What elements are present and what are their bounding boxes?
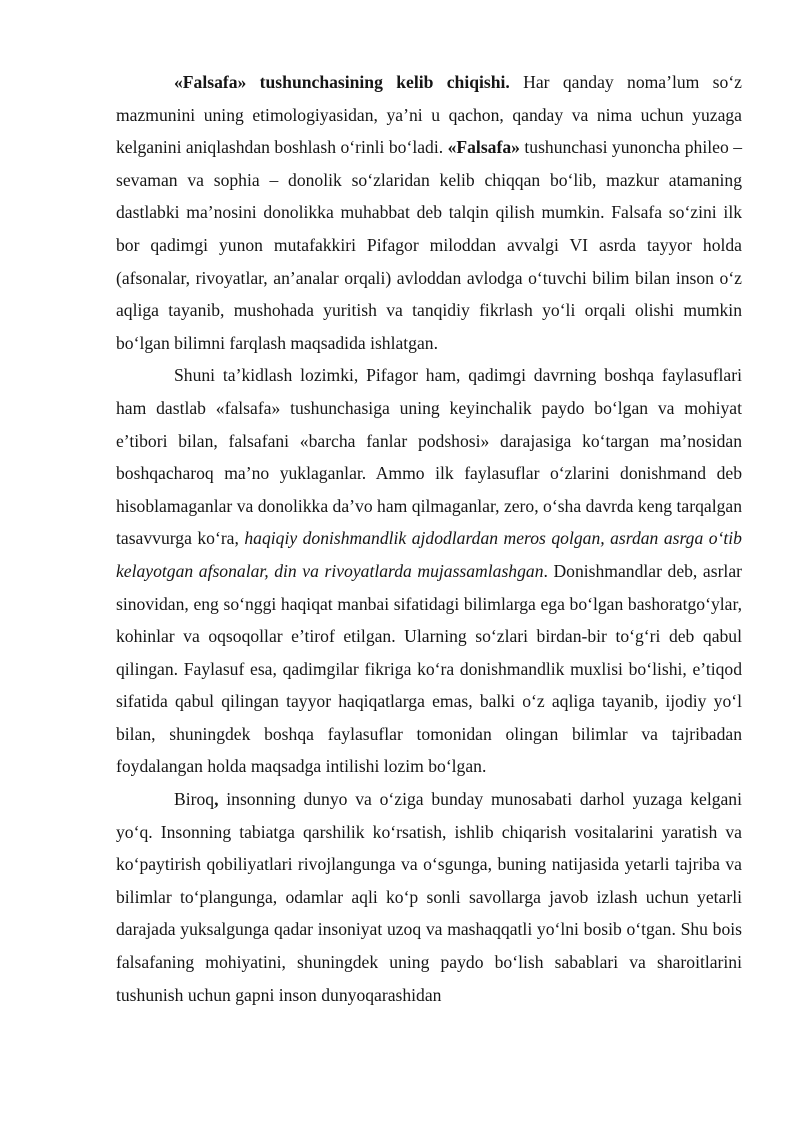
paragraph-1 xyxy=(116,66,742,359)
paragraph-text: . Donishmandlar deb, asrlar sinovidan, eng so‘nggi haqiqat manbai sifatidagi bilimlarga ega bo‘lgan bashoratgo‘ylar, kohinlar va oqsoqollar e’tirof etilgan. Ularning so‘zlari birdan-bir to‘g‘ri deb qabul qilingan. Faylasuf esa, qadimgilar fikriga ko‘ra donishmandlik muxlisi bo‘lishi, e’tiqod sifatida qabul qilingan tayyor haqiqatlarga emas, balki o‘z aqliga tayanib, ijodiy yo‘l bilan, shuningdek boshqa faylasuflar tomonidan olingan bilimlar va tajribadan foydalangan holda maqsadga intilishi lozim bo‘lgan. xyxy=(116,560,742,777)
italic-emphasis: haqiqiy donishmandlik ajdodlardan meros qolgan, asrdan asrga o‘tib kelayotgan afsonalar, din va rivoyatlarda mujassamlashgan xyxy=(116,528,742,581)
paragraph-2 xyxy=(116,359,742,783)
document-page xyxy=(116,66,742,1011)
section-heading: «Falsafa» tushunchasining kelib chiqishi. xyxy=(174,72,510,92)
paragraph-text: Shuni ta’kidlash lozimki, Pifagor ham, qadimgi davrning boshqa faylasuflari ham dastlab «falsafa» tushunchasiga uning keyinchalik paydo bo‘lgan va mohiyat e’tibori bilan, falsafani «barcha fanlar podshosi» darajasiga ko‘targan ma’nosidan boshqacharoq ma’no yuklaganlar. Ammo ilk faylasuflar o‘zlarini donishmand deb hisoblamaganlar va donolikka da’vo ham qilmaganlar, zero, o‘sha davrda keng tarqalgan tasavvurga ko‘ra, xyxy=(116,365,742,549)
paragraph-text: tushunchasi yunoncha phileo – sevaman va sophia – donolik so‘zlaridan kelib chiqqan bo‘lib, mazkur atamaning dastlabki ma’nosini donolikka muhabbat deb talqin qilish mumkin. Falsafa so‘zini ilk bor qadimgi yunon mutafakkiri Pifagor miloddan avvalgi VI asrda tayyor holda (afsonalar, rivoyatlar, an’analar orqali) avloddan avlodga o‘tuvchi bilim bilan inson o‘z aqliga tayanib, mushohada yuritish va tanqidiy fikrlash yo‘li orqali olishi mumkin bo‘lgan bilimni farqlash maqsadida ishlatgan. xyxy=(116,137,742,353)
paragraph-text: Har qanday noma’lum so‘z mazmunini uning etimologiyasidan, ya’ni u qachon, qanday va nima uchun yuzaga kelganini aniqlashdan boshlash o‘rinli bo‘ladi. xyxy=(116,72,742,158)
paragraph-text: insonning dunyo va o‘ziga bunday munosabati darhol yuzaga kelgani yo‘q. Insonning tabiatga qarshilik ko‘rsatish, ishlib chiqarish vositalarini yaratish va ko‘paytirish qobiliyatlari rivojlangunga va o‘sgunga, buning natijasida yetarli tajriba va bilimlar to‘plangunga, odamlar aqli ko‘p sonli savollarga javob izlash uchun yetarli darajada yuksalgunga qadar insoniyat uzoq va mashaqqatli yo‘lni bosib o‘tgan. Shu bois falsafaning mohiyatini, shuningdek uning paydo bo‘lish sabablari va sharoitlarini tushunish uchun gapni inson dunyoqarashidan xyxy=(116,789,742,1005)
bold-comma: , xyxy=(214,789,219,810)
paragraph-text: Biroq xyxy=(174,789,215,810)
paragraph-3 xyxy=(116,783,742,1011)
term-falsafa: «Falsafa» xyxy=(447,137,520,158)
